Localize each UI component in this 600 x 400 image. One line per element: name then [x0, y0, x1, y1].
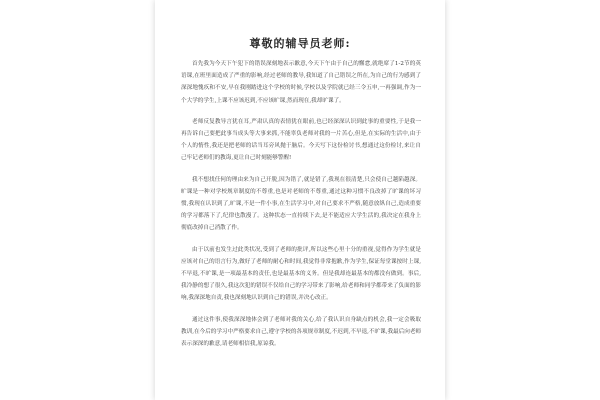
document-page	[155, 0, 445, 400]
paragraph-1: 首先我为今天下午犯下的错误深刻地表示歉意,今天下午由于自己的懈怠,就绝席了1-2节的英语课,在班里面造成了严重的影响,经过老师的教导,我知道了自己错误之所在,为自己的行为感到了深深地愧疚和不安,早在我刚踏进这个学校的时候,学校以及学院就已经三令五申,一再强调,作为一个大学的学生,上课不应该迟到,不应该旷课,然而现在,我却旷课了。	[181, 61, 421, 104]
paragraph-2: 老师反复教导言犹在耳,严肃认真的表情犹在眼前,也已经深深认识到此事的重要性,于是我一再告诉自己要把此事当成头等大事来抓,不能辜负老师对我的一片苦心,但是,在实际的生活中,由于个人的惰性,我还是把老师的话当耳旁风抛于脑后。今天写下这份检讨书,想通过这份检讨,来让自己牢记老师们的教诲,更让自己时刻能够警醒!	[181, 118, 421, 162]
document-title: 尊敬的辅导员老师:	[249, 37, 351, 50]
paragraph-3: 我不想找任何的理由来为自己开脱,因为错了,就是错了,我现在很清楚,只会使自己越陷越深。旷课是一种对学校规章制度的不尊重,也是对老师的不尊重,通过这种习惯不良改掉了旷课的坏习惯,我现在认识到了,旷课,不是一件小事,在生活学习中,对自己要求不严格,随意放纵自己,造成重要的学习都落下了,纪律也散漫了。这种状态一直持续下去,是不能适应大学生活的,我决定在我身上彻底改掉自己消散了作。	[181, 176, 421, 232]
paragraph-4: 由于以前也发生过此类状况,受到了老师的批评,所以这些心里十分的重视,觉得作为学生就是应该对自己的语言行为,做好了老师的耐心和时间,我觉得非常抱歉,作为学生,保证每堂课按时上课,不早退,不旷课,是一项最基本的责任,也是最基本的义务。但是我却连最基本的都没有做到。事后,我冷静的想了很久,我这次犯的错误不仅给自己的学习带来了影响,给老师和同学都带来了负面的影响,我深深地自责,我也深刻地认识到自己的错误,并决心改正。	[181, 246, 421, 302]
document-body	[181, 58, 421, 350]
paragraph-5: 通过这件事,使我深深地体会到了老师对我的关心,给了我认识自身缺点的机会,我一定会吸取教训,在今后的学习中严格要求自己,遵守学校的各项规章制度,不迟到,不早退,不旷课,我最后向老师表示深深的歉意,请老师相信我,原谅我。	[181, 316, 422, 348]
